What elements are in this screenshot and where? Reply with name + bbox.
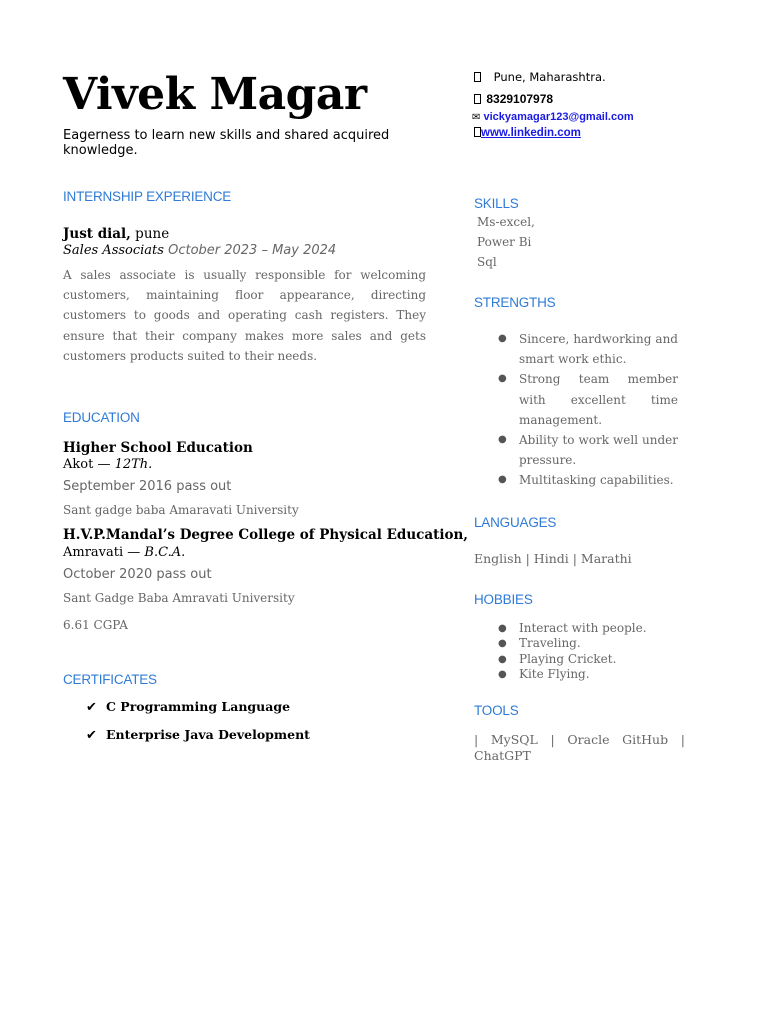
hobby-text: Traveling. <box>519 636 581 651</box>
skill-item: Ms-excel, <box>477 215 535 229</box>
linkedin-icon <box>474 127 481 137</box>
contact-email-row <box>472 111 634 123</box>
certificate-item-1 <box>86 699 290 715</box>
bullet-icon: ● <box>498 333 507 344</box>
education-grade-2: 6.61 CGPA <box>63 618 128 632</box>
tools-heading: TOOLS <box>474 703 519 718</box>
internship-role-line <box>63 243 336 258</box>
internship-heading: INTERNSHIP EXPERIENCE <box>63 189 232 204</box>
languages-heading: LANGUAGES <box>474 515 557 530</box>
certificates-heading: CERTIFICATES <box>63 672 157 687</box>
strength-item <box>474 329 678 369</box>
skills-heading: SKILLS <box>474 196 519 211</box>
internship-description: A sales associate is usually responsible for welcoming customers, maintaining floor appearance, directing customers to goods and operating cash registers. They ensure that their company makes more sales and gets customers products suited to their needs. <box>63 268 426 363</box>
languages-text: English | Hindi | Marathi <box>474 551 632 566</box>
hobby-item <box>474 667 694 682</box>
contact-phone: 8329107978 <box>486 92 554 106</box>
internship-company-line <box>63 226 169 242</box>
education-date-1: September 2016 pass out <box>63 479 232 494</box>
strength-item <box>474 430 678 470</box>
contact-location-row <box>474 70 606 84</box>
contact-phone-row <box>474 92 553 106</box>
internship-role: Sales Associats <box>63 243 164 258</box>
hobby-item <box>474 636 694 651</box>
hobbies-list <box>474 621 694 682</box>
education-place-line-2 <box>63 545 185 560</box>
candidate-name: Vivek Magar <box>63 69 367 120</box>
contact-linkedin-row <box>474 127 581 139</box>
hobby-text: Playing Cricket. <box>519 651 617 666</box>
bullet-icon: ● <box>498 653 507 665</box>
bullet-icon: ● <box>498 638 507 650</box>
internship-city: pune <box>130 226 170 242</box>
education-title-1: Higher School Education <box>63 440 253 456</box>
hobby-text: Interact with people. <box>519 621 647 635</box>
bullet-icon: ● <box>498 623 507 634</box>
contact-linkedin-link[interactable]: www.linkedin.com <box>481 127 581 139</box>
bullet-icon: ● <box>498 373 507 385</box>
phone-icon <box>474 94 481 104</box>
check-icon: ✔ <box>86 728 97 743</box>
certificate-item-2 <box>86 727 310 743</box>
strengths-list <box>474 329 678 491</box>
hobby-item <box>474 652 694 667</box>
skills-list <box>477 212 535 273</box>
strengths-heading: STRENGTHS <box>474 295 556 310</box>
location-icon <box>474 72 481 82</box>
tools-text: | MySQL | Oracle GitHub | ChatGPT <box>474 732 685 763</box>
hobby-item <box>474 621 694 636</box>
education-date-2: October 2020 pass out <box>63 567 212 582</box>
contact-location: Pune, Maharashtra. <box>493 70 606 84</box>
hobby-text: Kite Flying. <box>519 666 590 681</box>
education-university-1: Sant gadge baba Amaravati University <box>63 503 299 517</box>
education-heading: EDUCATION <box>63 410 140 425</box>
education-place-1: Akot — <box>63 457 115 472</box>
strength-text: Strong team member with excellent time management. <box>519 372 678 427</box>
tagline: Eagerness to learn new skills and shared acquired knowledge. <box>63 128 390 158</box>
education-degree-1: 12Th. <box>114 457 153 472</box>
check-icon: ✔ <box>86 700 97 715</box>
strength-item <box>474 369 678 430</box>
certificate-label-2: Enterprise Java Development <box>106 727 310 742</box>
envelope-icon: ✉ <box>472 112 481 123</box>
strength-item <box>474 470 678 490</box>
strength-text: Multitasking capabilities. <box>519 473 674 488</box>
education-university-2: Sant Gadge Baba Amravati University <box>63 591 295 605</box>
education-degree-2: B.C.A. <box>144 545 186 560</box>
contact-email[interactable]: vickyamagar123@gmail.com <box>483 111 634 123</box>
strength-text: Ability to work well under pressure. <box>519 433 678 468</box>
bullet-icon: ● <box>498 434 507 446</box>
bullet-icon: ● <box>498 474 507 486</box>
strength-text: Sincere, hardworking and smart work ethic. <box>519 332 678 367</box>
skill-item: Sql <box>477 255 497 270</box>
education-place-2: Amravati — <box>63 545 145 560</box>
hobbies-heading: HOBBIES <box>474 592 533 607</box>
internship-company: Just dial, <box>63 226 131 242</box>
certificate-label-1: C Programming Language <box>106 699 291 714</box>
skill-item: Power Bi <box>477 235 532 250</box>
bullet-icon: ● <box>498 668 507 680</box>
internship-dates: October 2023 – May 2024 <box>163 243 337 258</box>
education-title-2: H.V.P.Mandal’s Degree College of Physical Education, <box>63 527 468 543</box>
education-place-line-1 <box>63 457 152 472</box>
